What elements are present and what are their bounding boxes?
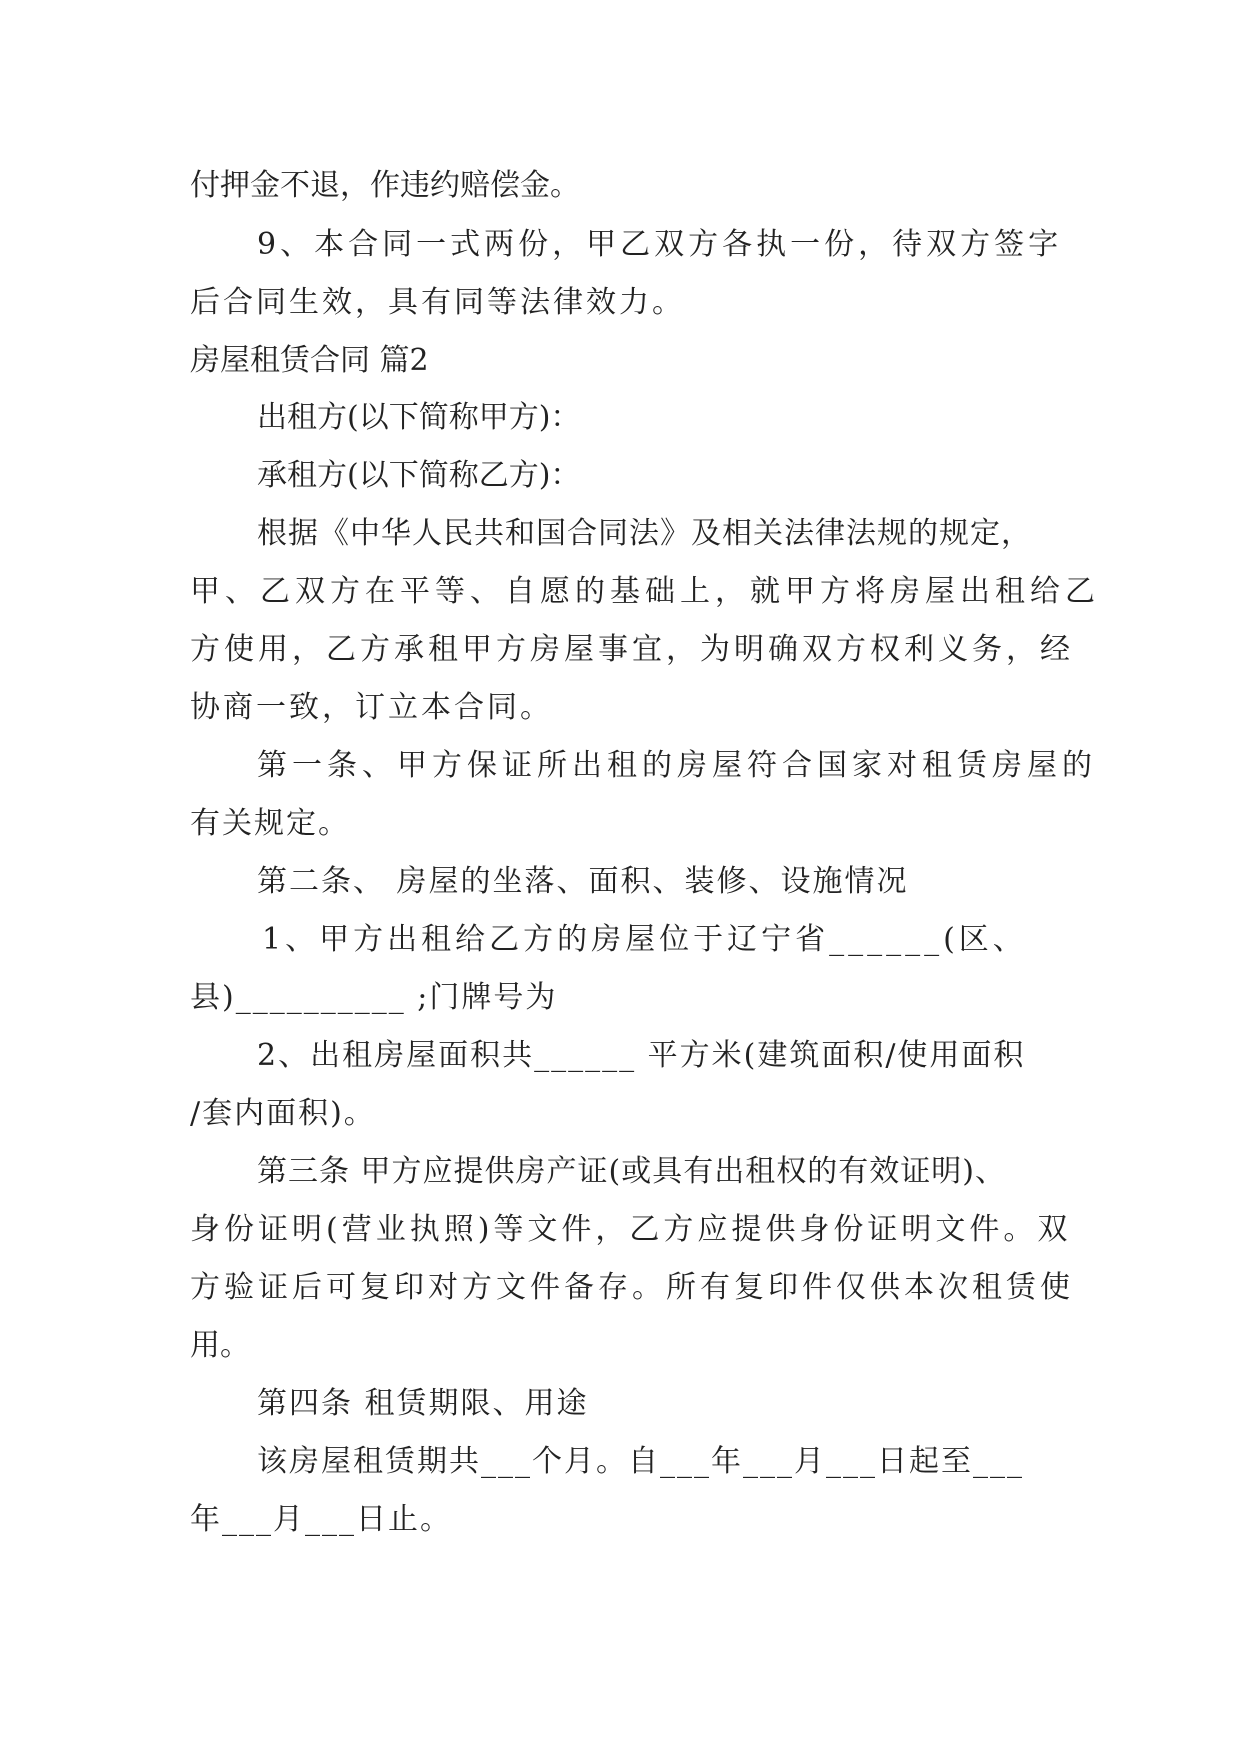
text-line: 方验证后可复印对方文件备存。所有复印件仅供本次租赁使 <box>190 1270 1074 1305</box>
text-line: 方使用，乙方承租甲方房屋事宜，为明确双方权利义务，经 <box>190 632 1074 667</box>
text-line: 县)__________ ;门牌号为 <box>190 980 558 1015</box>
text-line: 付押金不退，作违约赔偿金。 <box>190 168 580 203</box>
text-line: 1、甲方出租给乙方的房屋位于辽宁省______(区、 <box>262 922 1027 957</box>
text-line: 第四条 租赁期限、用途 <box>257 1386 589 1421</box>
text-line: 协商一致，订立本合同。 <box>190 690 553 725</box>
text-line: 年___月___日止。 <box>190 1502 452 1537</box>
text-line: 第二条、 房屋的坐落、面积、装修、设施情况 <box>257 864 909 899</box>
text-line: 甲、乙双方在平等、自愿的基础上，就甲方将房屋出租给乙 <box>190 574 1100 609</box>
section-heading: 房屋租赁合同 篇2 <box>190 343 429 378</box>
text-line: 该房屋租赁期共___个月。自___年___月___日起至___ <box>257 1444 1024 1479</box>
text-line: 第一条、甲方保证所出租的房屋符合国家对租赁房屋的 <box>257 748 1097 783</box>
text-line: 9、本合同一式两份，甲乙双方各执一份，待双方签字 <box>257 227 1063 262</box>
text-line: 用。 <box>190 1328 250 1363</box>
text-line: 身份证明(营业执照)等文件，乙方应提供身份证明文件。双 <box>190 1212 1072 1247</box>
text-line: 有关规定。 <box>190 806 350 841</box>
text-line: 承租方(以下简称乙方)： <box>257 458 581 493</box>
text-line: /套内面积)。 <box>190 1096 376 1131</box>
text-line: 第三条 甲方应提供房产证(或具有出租权的有效证明)、 <box>257 1154 1006 1189</box>
text-line: 根据《中华人民共和国合同法》及相关法律法规的规定， <box>257 516 1032 551</box>
text-line: 出租方(以下简称甲方)： <box>257 400 581 435</box>
text-line: 2、出租房屋面积共______ 平方米(建筑面积/使用面积 <box>257 1038 1026 1073</box>
text-line: 后合同生效，具有同等法律效力。 <box>190 285 685 320</box>
